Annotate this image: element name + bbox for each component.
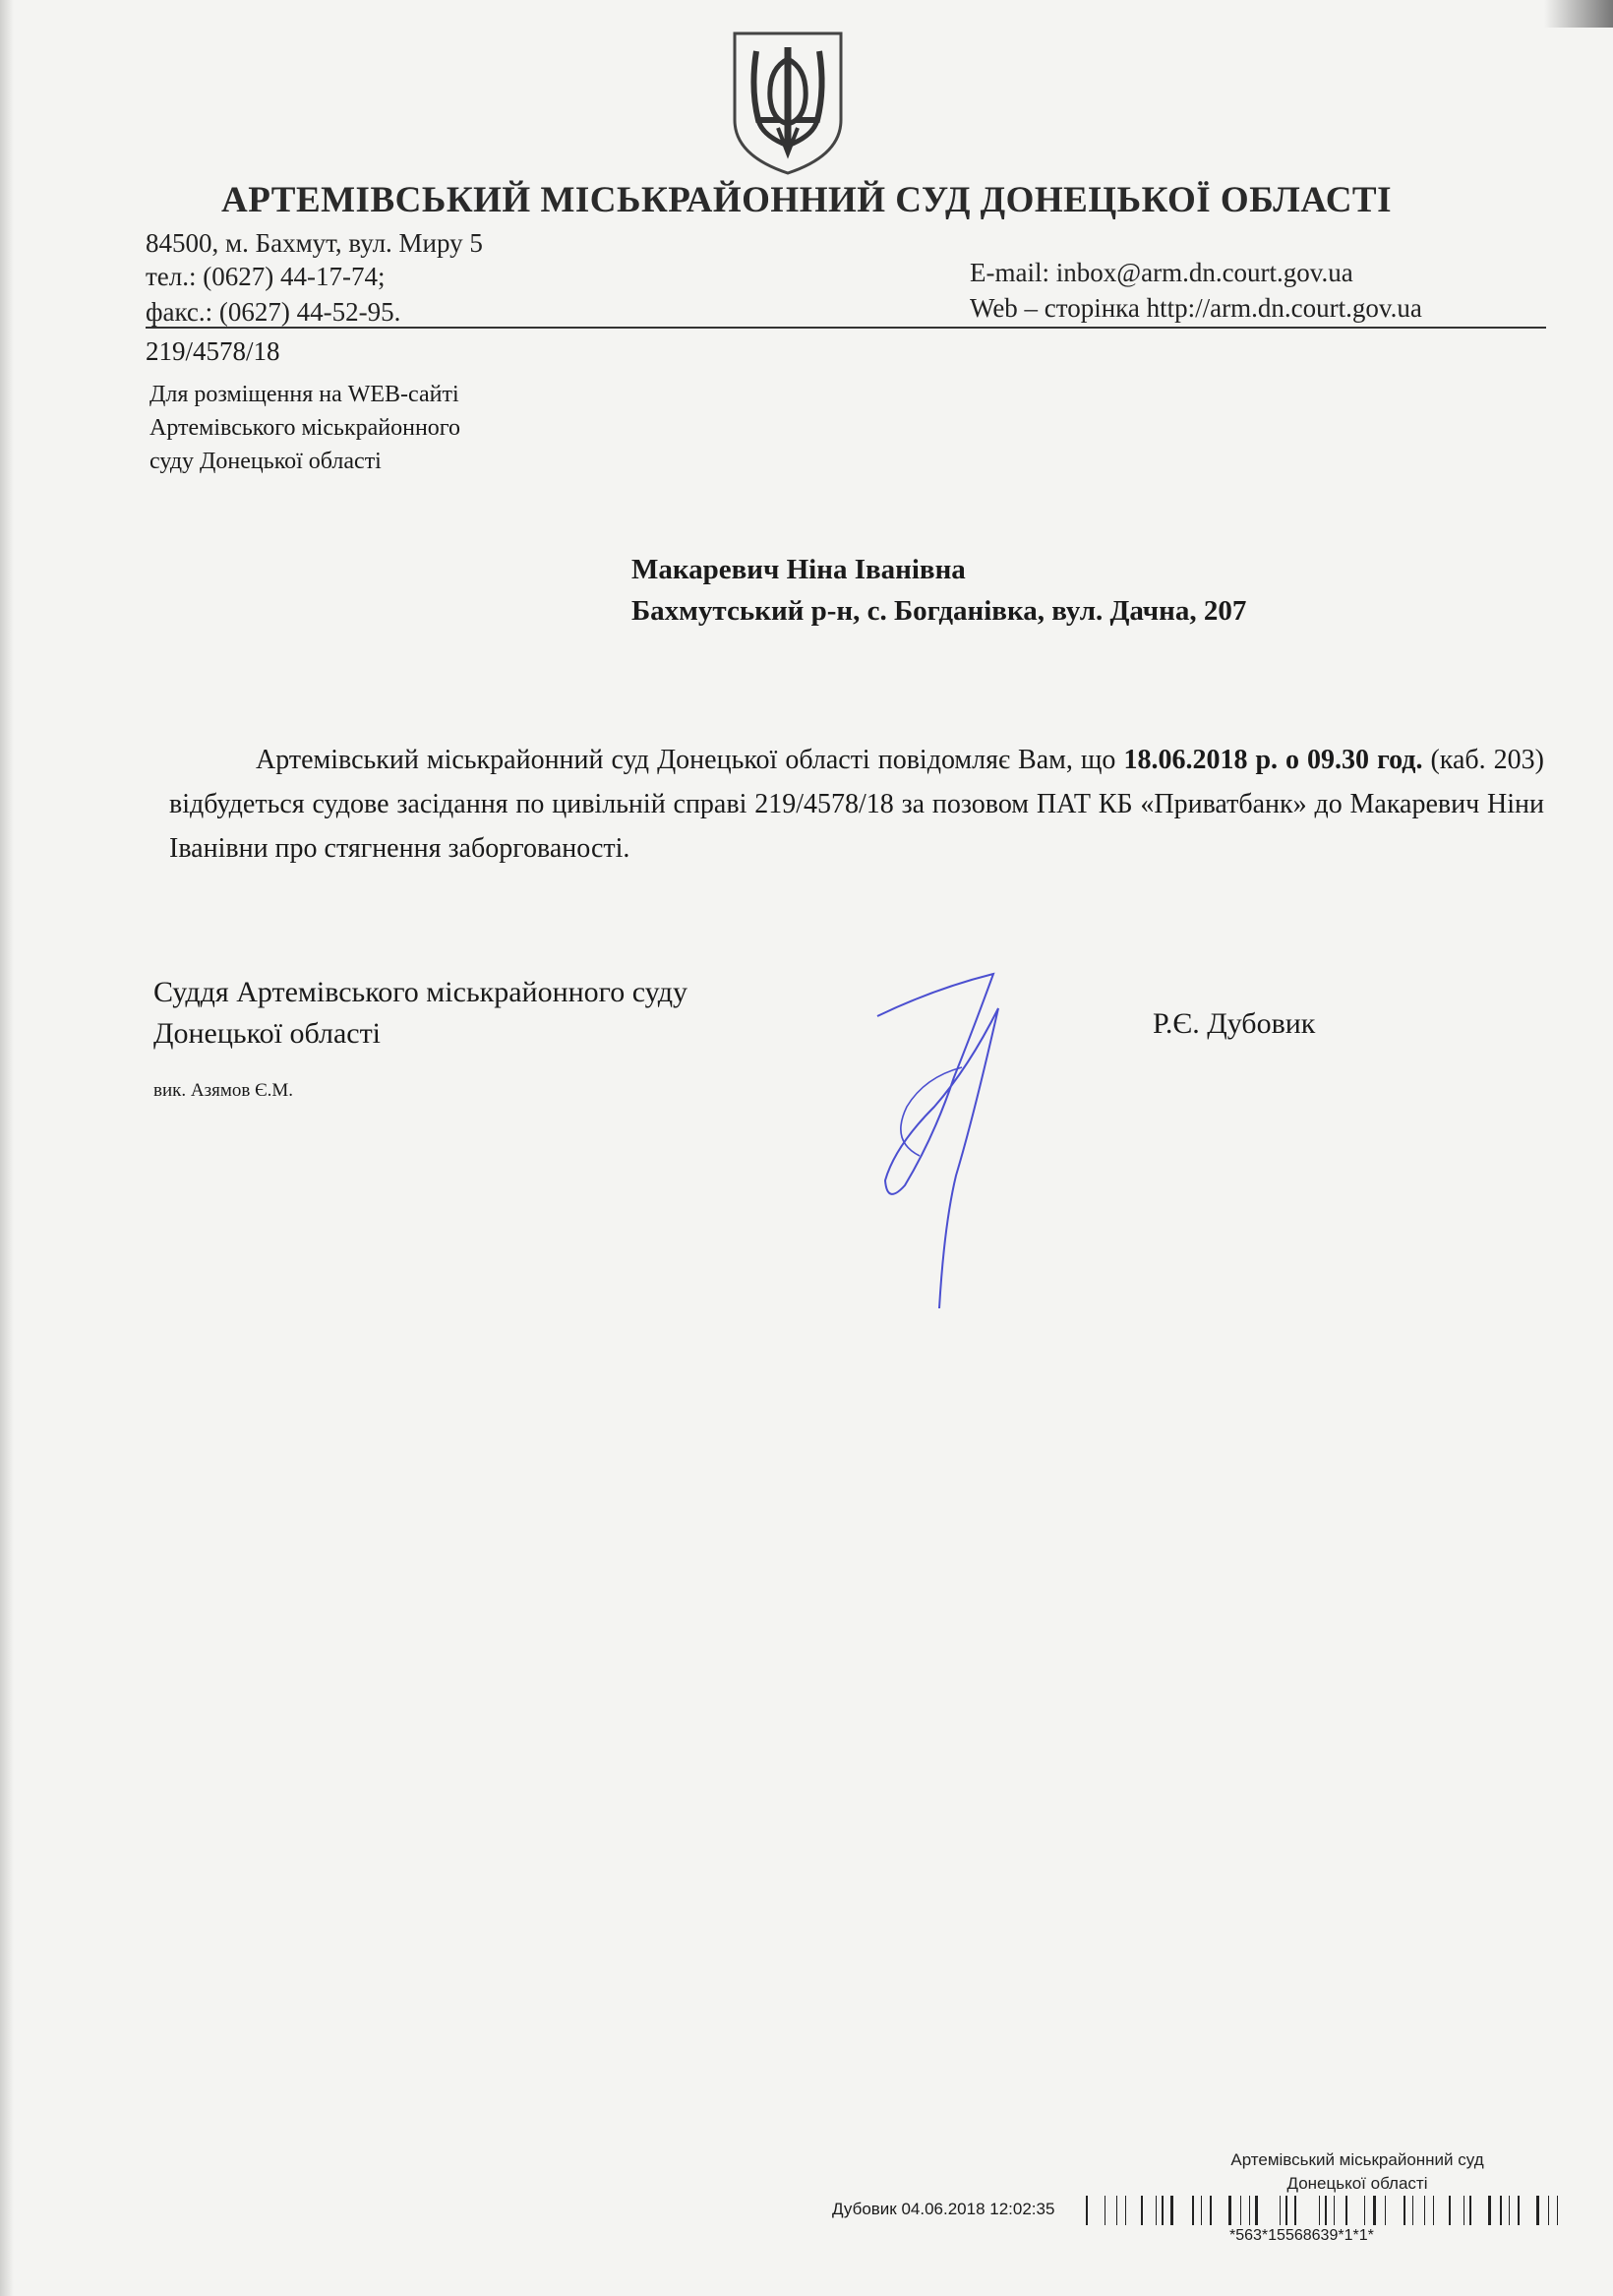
coat-of-arms-icon (729, 30, 847, 177)
header-divider (146, 327, 1546, 329)
notice-text-part1: Артемівський міськрайонний суд Донецької області повідомляє Вам, що (256, 745, 1124, 775)
barcode-bar (1433, 2196, 1434, 2225)
scan-edge-shadow (0, 0, 14, 2296)
court-phone: тел.: (0627) 44-17-74; (146, 262, 386, 291)
barcode-bar (1116, 2196, 1117, 2225)
judge-title-line1: Суддя Артемівського міськрайонного суду (153, 976, 688, 1008)
recipient-block (631, 549, 1246, 632)
barcode-bar (1325, 2196, 1327, 2225)
barcode-bar (1255, 2196, 1258, 2225)
barcode-bar (1125, 2196, 1126, 2225)
barcode-bar (1280, 2196, 1281, 2225)
barcode-bar (1500, 2196, 1502, 2225)
court-email: E-mail: inbox@arm.dn.court.gov.ua (970, 258, 1353, 287)
barcode-bar (1536, 2196, 1539, 2225)
barcode-bar (1285, 2196, 1287, 2225)
hearing-datetime: 18.06.2018 р. о 09.30 год. (1123, 745, 1423, 775)
barcode-bar (1086, 2196, 1088, 2225)
registry-stamp (1161, 2148, 1554, 2196)
barcode-bar (1201, 2196, 1202, 2225)
court-name: АРТЕМІВСЬКИЙ МІСЬКРАЙОННИЙ СУД ДОНЕЦЬКОЇ ОБЛАСТІ (221, 180, 1392, 220)
barcode-bar (1210, 2196, 1212, 2225)
barcode-bar (1294, 2196, 1296, 2225)
case-number: 219/4578/18 (146, 336, 280, 366)
barcode-bar (1192, 2196, 1194, 2225)
barcode-bar (1373, 2196, 1376, 2225)
court-fax: факс.: (0627) 44-52-95. (146, 297, 401, 327)
barcode-bar (1424, 2196, 1425, 2225)
court-website: Web – сторінка http://arm.dn.court.gov.ua (970, 293, 1422, 323)
barcode-bar (1228, 2196, 1231, 2225)
barcode-bar (1488, 2196, 1491, 2225)
barcode-bar (1319, 2196, 1320, 2225)
recipient-address: Бахмутський р-н, с. Богданівка, вул. Дачна, 207 (631, 595, 1247, 627)
judge-name: Р.Є. Дубовик (1153, 1007, 1316, 1040)
barcode-bar (1170, 2196, 1173, 2225)
judge-title (153, 972, 687, 1055)
web-note-line: суду Донецької області (149, 449, 382, 474)
barcode-bar (1412, 2196, 1413, 2225)
notice-body (169, 738, 1544, 871)
executor-name: вик. Азямов Є.М. (153, 1080, 294, 1101)
barcode-bar (1449, 2196, 1451, 2225)
barcode-bar (1240, 2196, 1241, 2225)
web-publication-note (149, 378, 460, 478)
barcode-icon (1086, 2192, 1568, 2229)
barcode-bar (1249, 2196, 1250, 2225)
stamp-court-line1: Артемівський міськрайонний суд (1230, 2150, 1484, 2169)
judge-title-line2: Донецької області (153, 1017, 382, 1050)
barcode-bar (1518, 2196, 1520, 2225)
stamp-signed-by: Дубовик 04.06.2018 12:02:35 (832, 2200, 1055, 2218)
barcode-bar (1334, 2196, 1335, 2225)
barcode-bar (1404, 2196, 1405, 2225)
barcode-bar (1548, 2196, 1549, 2225)
recipient-name: Макаревич Ніна Іванівна (631, 554, 966, 585)
barcode-bar (1141, 2196, 1143, 2225)
barcode-bar (1162, 2196, 1164, 2225)
web-note-line: Артемівського міськрайонного (149, 415, 461, 441)
barcode-code: *563*15568639*1*1* (1229, 2227, 1374, 2244)
web-note-line: Для розміщення на WEB-сайті (149, 382, 459, 407)
scan-corner (1544, 0, 1613, 28)
barcode-bar (1385, 2196, 1386, 2225)
stamp-court-line2: Донецької області (1286, 2174, 1428, 2193)
barcode-bar (1345, 2196, 1347, 2225)
barcode-bar (1156, 2196, 1157, 2225)
court-address: 84500, м. Бахмут, вул. Миру 5 (146, 228, 483, 258)
handwritten-signature-icon (866, 969, 1033, 1308)
barcode-bar (1509, 2196, 1510, 2225)
barcode-bar (1364, 2196, 1365, 2225)
notice-text-part2: (каб. 203) відбудеться судове засідання по цивільній справі 219/4578/18 за позовом ПАТ КБ «Приватбанк» до Макаревич Ніни Іванівни про стягнення заборгованості. (169, 745, 1544, 864)
barcode-bar (1557, 2196, 1558, 2225)
barcode-bar (1469, 2196, 1471, 2225)
